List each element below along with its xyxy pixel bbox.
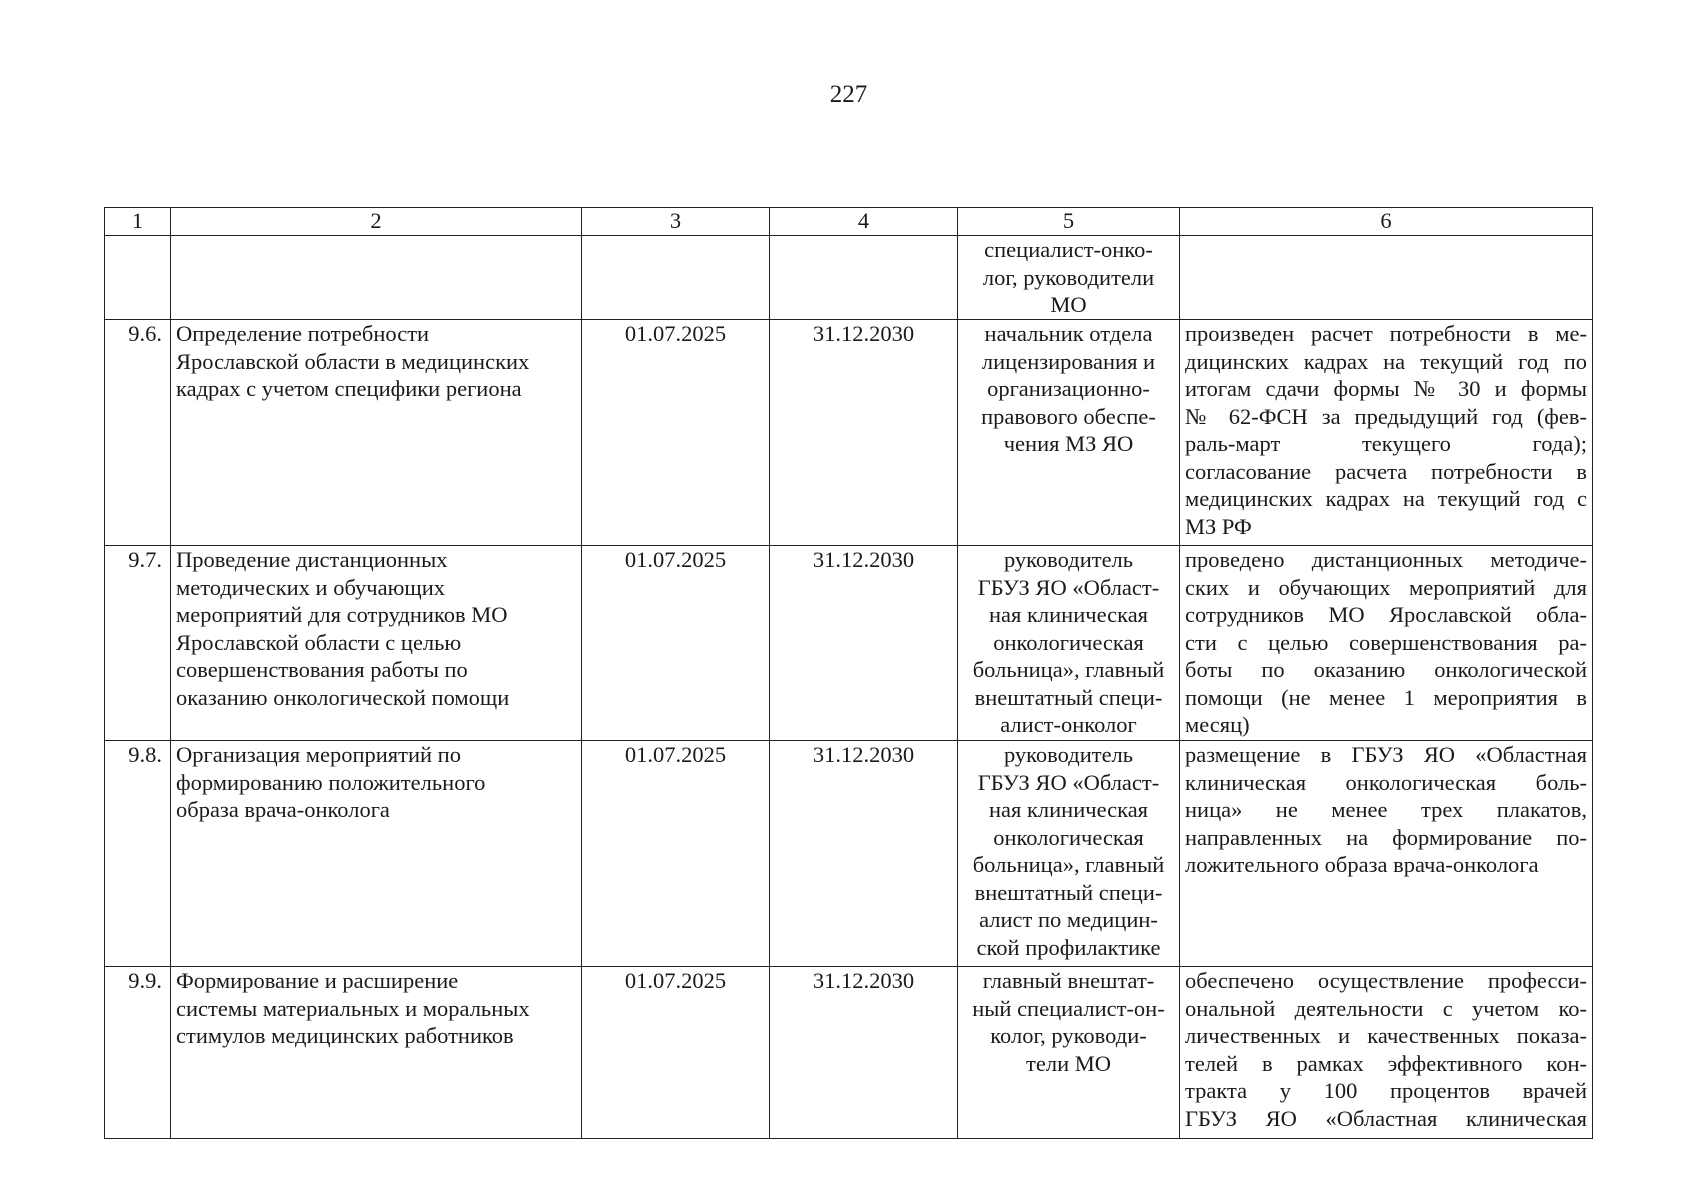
end-date — [770, 741, 958, 967]
start-date-text: 01.07.2025 — [624, 547, 727, 572]
start-date — [582, 741, 770, 967]
row-number-text: 9.9. — [128, 968, 162, 993]
responsible-person-line: ГБУЗ ЯО «Област- — [977, 769, 1160, 795]
expected-result-line: ональной деятельности с учетом ко- — [1185, 995, 1587, 1021]
expected-result-line: сти с целью совершенствования ра- — [1185, 629, 1587, 655]
responsible-person-line: МО — [1050, 292, 1087, 317]
end-date-text: 31.12.2030 — [812, 742, 915, 767]
activity-name-line: кадрах с учетом специфики региона — [176, 376, 522, 401]
expected-result-line: помощи (не менее 1 мероприятия в — [1185, 684, 1587, 710]
activity-name-line: формированию положительного — [176, 769, 486, 795]
row-number — [105, 967, 171, 1139]
activity-name — [171, 741, 582, 967]
expected-result-line: ложительного образа врача-онколога — [1185, 852, 1539, 877]
expected-result-line: итогам сдачи формы № 30 и формы — [1185, 376, 1587, 401]
expected-result-line: личественных и качественных показа- — [1185, 1023, 1587, 1048]
table-row — [105, 546, 1593, 741]
expected-result-line: дицинских кадрах на текущий год по — [1185, 348, 1587, 374]
responsible-person-line: чения МЗ ЯО — [1003, 431, 1134, 456]
responsible-person-line: алист по медицин- — [979, 907, 1158, 932]
responsible-person-line: организационно- — [987, 376, 1150, 401]
start-date — [582, 967, 770, 1139]
table-row — [105, 236, 1593, 320]
responsible-person-line: онкологическая — [993, 629, 1144, 655]
table-row — [105, 741, 1593, 967]
responsible-person-line: лог, руководители — [982, 264, 1155, 290]
expected-result-line: ГБУЗ ЯО «Областная клиническая — [1185, 1105, 1587, 1131]
expected-result-line: произведен расчет потребности в ме- — [1185, 321, 1587, 346]
responsible-person-line: ный специалист-он- — [972, 995, 1165, 1021]
activity-name-line: Ярославской области с целью — [176, 629, 462, 655]
row-number-text: 9.7. — [128, 547, 162, 572]
column-number: 4 — [770, 208, 958, 236]
expected-result-line: сотрудников МО Ярославской обла- — [1185, 602, 1587, 627]
expected-result — [1180, 741, 1593, 967]
responsible-person — [958, 546, 1180, 741]
responsible-person-line: ГБУЗ ЯО «Област- — [977, 574, 1160, 600]
end-date — [770, 236, 958, 320]
responsible-person-line: тели МО — [1026, 1050, 1111, 1076]
start-date — [582, 546, 770, 741]
expected-result-line: согласование расчета потребности в — [1185, 458, 1587, 484]
expected-result-line: месяц) — [1185, 712, 1250, 737]
expected-result — [1180, 967, 1593, 1139]
responsible-person-line: ная клиническая — [988, 602, 1149, 627]
start-date — [582, 236, 770, 320]
responsible-person-line: руководитель — [1003, 742, 1134, 767]
responsible-person-line: специалист-онко- — [984, 237, 1153, 262]
table-row — [105, 320, 1593, 546]
row-number — [105, 546, 171, 741]
expected-result — [1180, 320, 1593, 546]
column-number: 6 — [1180, 208, 1593, 236]
row-number — [105, 320, 171, 546]
responsible-person-line: внештатный специ- — [974, 684, 1163, 710]
activity-plan-table — [104, 207, 1593, 1139]
column-number: 5 — [958, 208, 1180, 236]
row-number-text: 9.6. — [128, 321, 162, 346]
responsible-person-line: лицензирования и — [981, 348, 1156, 374]
activity-name — [171, 546, 582, 741]
activity-name — [171, 967, 582, 1139]
start-date — [582, 320, 770, 546]
activity-name-line: Формирование и расширение — [176, 968, 459, 993]
end-date-text: 31.12.2030 — [812, 321, 915, 346]
responsible-person-line: колог, руководи- — [990, 1023, 1147, 1048]
row-number — [105, 236, 171, 320]
activity-name-line: Организация мероприятий по — [176, 742, 461, 767]
responsible-person — [958, 236, 1180, 320]
activity-name-line: стимулов медицинских работников — [176, 1023, 514, 1048]
expected-result-line: обеспечено осуществление професси- — [1185, 968, 1587, 993]
expected-result-line: направленных на формирование по- — [1185, 824, 1587, 850]
expected-result-line: раль-март текущего года); — [1185, 431, 1587, 456]
column-number: 1 — [105, 208, 171, 236]
activity-name-line: методических и обучающих — [176, 574, 446, 600]
activity-name-line: образа врача-онколога — [176, 797, 390, 822]
expected-result-line: размещение в ГБУЗ ЯО «Областная — [1185, 742, 1587, 767]
responsible-person-line: онкологическая — [993, 824, 1144, 850]
start-date-text: 01.07.2025 — [624, 321, 727, 346]
expected-result-line: МЗ РФ — [1185, 513, 1252, 539]
row-number — [105, 741, 171, 967]
activity-name-line: системы материальных и моральных — [176, 995, 530, 1021]
activity-name — [171, 320, 582, 546]
responsible-person — [958, 320, 1180, 546]
responsible-person-line: начальник отдела — [984, 321, 1153, 346]
responsible-person — [958, 741, 1180, 967]
activity-name-line: совершенствования работы по — [176, 657, 468, 682]
start-date-text: 01.07.2025 — [624, 968, 727, 993]
responsible-person-line: правового обеспе- — [981, 403, 1156, 429]
end-date-text: 31.12.2030 — [812, 968, 915, 993]
expected-result-line: тракта у 100 процентов врачей — [1185, 1078, 1587, 1103]
responsible-person-line: больница», главный — [972, 852, 1165, 877]
end-date — [770, 320, 958, 546]
end-date-text: 31.12.2030 — [812, 547, 915, 572]
expected-result-line: телей в рамках эффективного кон- — [1185, 1050, 1587, 1076]
activity-name-line: оказанию онкологической помощи — [176, 684, 510, 710]
expected-result-line: № 62-ФСН за предыдущий год (фев- — [1185, 403, 1587, 429]
expected-result-line: ских и обучающих мероприятий для — [1185, 574, 1587, 600]
expected-result — [1180, 236, 1593, 320]
activity-name-line: Ярославской области в медицинских — [176, 348, 530, 374]
responsible-person-line: ная клиническая — [988, 797, 1149, 822]
activity-name-line: мероприятий для сотрудников МО — [176, 602, 508, 627]
expected-result-line: ница» не менее трех плакатов, — [1185, 797, 1587, 822]
expected-result-line: клиническая онкологическая боль- — [1185, 769, 1587, 795]
activity-name — [171, 236, 582, 320]
responsible-person — [958, 967, 1180, 1139]
page-number: 227 — [829, 81, 868, 108]
start-date-text: 01.07.2025 — [624, 742, 727, 767]
responsible-person-line: главный внештат- — [982, 968, 1155, 993]
column-number: 2 — [171, 208, 582, 236]
table-row — [105, 967, 1593, 1139]
column-number-row — [105, 208, 1593, 236]
expected-result-line: боты по оказанию онкологической — [1185, 657, 1587, 682]
end-date — [770, 546, 958, 741]
end-date — [770, 967, 958, 1139]
responsible-person-line: внештатный специ- — [974, 879, 1163, 905]
expected-result-line: проведено дистанционных методиче- — [1185, 547, 1587, 572]
expected-result-line: медицинских кадрах на текущий год с — [1185, 486, 1587, 511]
responsible-person-line: ской профилактике — [976, 934, 1161, 960]
row-number-text: 9.8. — [128, 742, 162, 767]
activity-name-line: Проведение дистанционных — [176, 547, 448, 572]
activity-name-line: Определение потребности — [176, 321, 430, 346]
responsible-person-line: руководитель — [1003, 547, 1134, 572]
column-number: 3 — [582, 208, 770, 236]
responsible-person-line: больница», главный — [972, 657, 1165, 682]
expected-result — [1180, 546, 1593, 741]
responsible-person-line: алист-онколог — [1000, 712, 1137, 737]
